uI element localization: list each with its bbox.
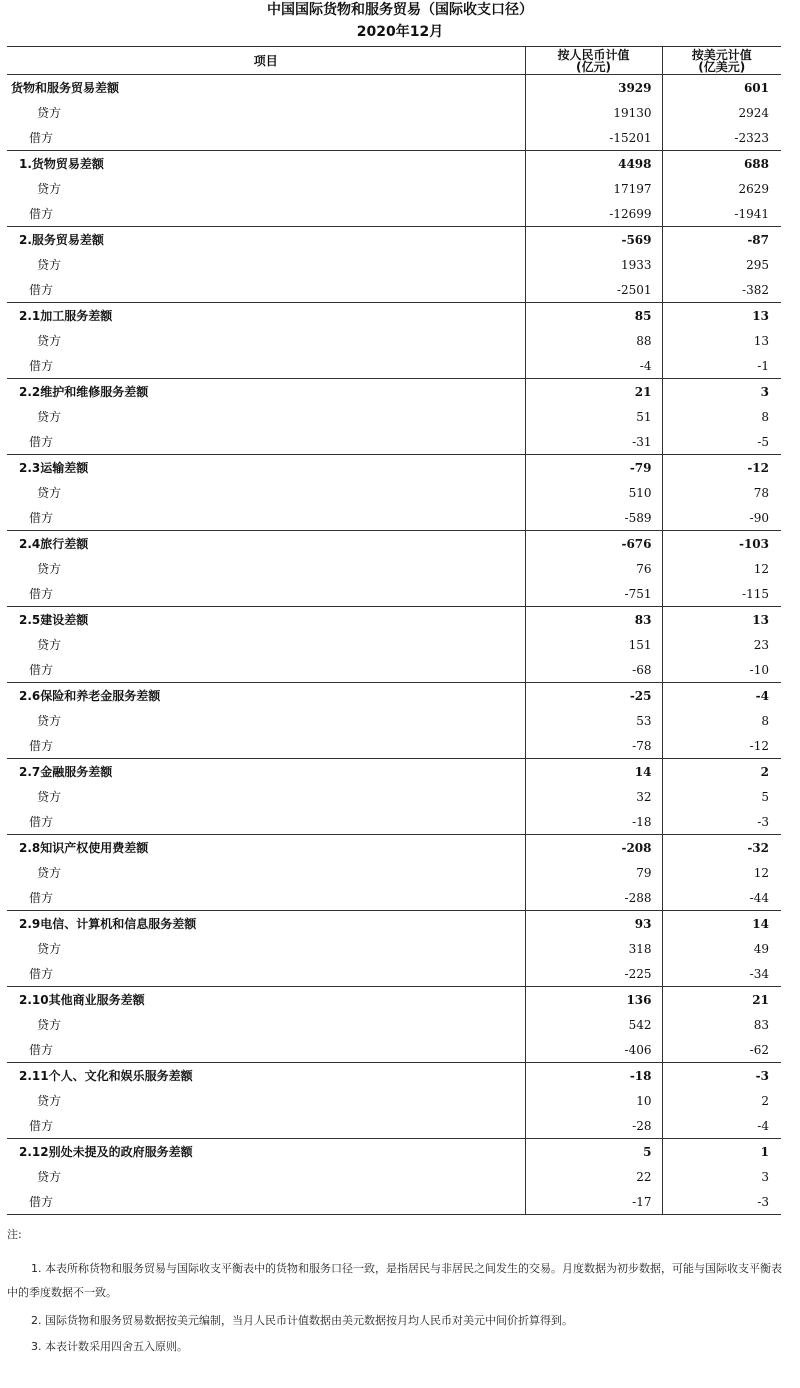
table-row-credit (7, 556, 781, 581)
value-usd: -12 (662, 455, 781, 481)
value-usd: -103 (662, 531, 781, 557)
value-usd: 295 (662, 252, 781, 277)
table-row-credit (7, 404, 781, 429)
value-rmb: -18 (525, 809, 662, 835)
table-row-credit (7, 328, 781, 353)
value-usd: -44 (662, 885, 781, 911)
value-rmb: 76 (525, 556, 662, 581)
value-usd: -10 (662, 657, 781, 683)
value-rmb: 151 (525, 632, 662, 657)
value-usd: 5 (662, 784, 781, 809)
row-label: 贷方 (37, 562, 62, 576)
value-rmb: 510 (525, 480, 662, 505)
value-rmb: -208 (525, 835, 662, 861)
table-row-debit (7, 1189, 781, 1215)
table-row-credit (7, 936, 781, 961)
table-row-debit (7, 885, 781, 911)
row-label: 2.2维护和维修服务差额 (7, 379, 525, 405)
row-label: 贷方 (37, 1170, 62, 1184)
row-label: 贷方 (37, 106, 62, 120)
value-rmb: -12699 (525, 201, 662, 227)
table-row-balance (7, 683, 781, 709)
value-rmb: 19130 (525, 100, 662, 125)
value-usd: 13 (662, 303, 781, 329)
value-rmb: -28 (525, 1113, 662, 1139)
value-rmb: 22 (525, 1164, 662, 1189)
row-label: 借方 (29, 815, 54, 829)
row-label: 贷方 (37, 942, 62, 956)
value-rmb: 542 (525, 1012, 662, 1037)
value-usd: -4 (662, 683, 781, 709)
table-row-balance (7, 531, 781, 557)
table-row-credit (7, 860, 781, 885)
table-row-debit (7, 201, 781, 227)
value-usd: 83 (662, 1012, 781, 1037)
value-usd: 2924 (662, 100, 781, 125)
row-label: 2.8知识产权使用费差额 (7, 835, 525, 861)
table-row-balance (7, 455, 781, 481)
value-rmb: 85 (525, 303, 662, 329)
row-label: 借方 (29, 739, 54, 753)
table-row-credit (7, 1088, 781, 1113)
table-row-balance (7, 303, 781, 329)
page-subtitle: 2020年12月 (356, 24, 444, 40)
row-label: 借方 (29, 587, 54, 601)
value-rmb: 136 (525, 987, 662, 1013)
row-label: 贷方 (37, 714, 62, 728)
note-2: 2. 国际货物和服务贸易数据按美元编制，当月人民币计值数据由美元数据按月均人民币对美元中间价折算得到。 (31, 1314, 573, 1327)
row-label: 借方 (29, 207, 54, 221)
row-label: 借方 (29, 283, 54, 297)
value-rmb: 93 (525, 911, 662, 937)
value-rmb: -676 (525, 531, 662, 557)
row-label: 1.货物贸易差额 (7, 151, 525, 177)
value-rmb: 51 (525, 404, 662, 429)
value-usd: -1941 (662, 201, 781, 227)
row-label: 2.4旅行差额 (7, 531, 525, 557)
value-usd: 2629 (662, 176, 781, 201)
table-row-balance (7, 835, 781, 861)
value-rmb: 21 (525, 379, 662, 405)
row-label: 贷方 (37, 1094, 62, 1108)
table-row-balance (7, 987, 781, 1013)
value-rmb: -17 (525, 1189, 662, 1215)
value-rmb: 10 (525, 1088, 662, 1113)
notes (7, 1227, 787, 1357)
row-label: 借方 (29, 359, 54, 373)
value-rmb: 1933 (525, 252, 662, 277)
table-row-balance (7, 607, 781, 633)
value-rmb: -79 (525, 455, 662, 481)
value-rmb: -15201 (525, 125, 662, 151)
table-row-debit (7, 961, 781, 987)
value-rmb: 5 (525, 1139, 662, 1165)
notes-heading: 注: (7, 1228, 22, 1241)
table-row-credit (7, 252, 781, 277)
row-label: 借方 (29, 967, 54, 981)
row-label: 2.11个人、文化和娱乐服务差额 (7, 1063, 525, 1089)
value-usd: 8 (662, 708, 781, 733)
row-label: 借方 (29, 511, 54, 525)
row-label: 货物和服务贸易差额 (7, 75, 525, 101)
table-row-debit (7, 1037, 781, 1063)
table-row-credit (7, 784, 781, 809)
row-label: 贷方 (37, 1018, 62, 1032)
table-row-balance (7, 759, 781, 785)
value-rmb: -589 (525, 505, 662, 531)
table-row-debit (7, 733, 781, 759)
table-row-debit (7, 429, 781, 455)
value-rmb: -31 (525, 429, 662, 455)
value-rmb: 88 (525, 328, 662, 353)
note-1: 1. 本表所称货物和服务贸易与国际收支平衡表中的货物和服务口径一致，是指居民与非居民之间发生的交易。月度数据为初步数据，可能与国际收支平衡表中的季度数据不一致。 (7, 1262, 782, 1299)
value-usd: 3 (662, 1164, 781, 1189)
value-usd: 12 (662, 556, 781, 581)
col-header-rmb: 按人民币计值 (亿元) (525, 47, 662, 75)
value-rmb: -569 (525, 227, 662, 253)
row-label: 贷方 (37, 258, 62, 272)
row-label: 借方 (29, 663, 54, 677)
row-label: 贷方 (37, 486, 62, 500)
value-rmb: 4498 (525, 151, 662, 177)
value-usd: -90 (662, 505, 781, 531)
table-row-credit (7, 1164, 781, 1189)
table-row-credit (7, 176, 781, 201)
value-usd: -3 (662, 1189, 781, 1215)
table-row-debit (7, 505, 781, 531)
row-label: 2.7金融服务差额 (7, 759, 525, 785)
row-label: 贷方 (37, 334, 62, 348)
value-usd: 601 (662, 75, 781, 101)
value-usd: 2 (662, 759, 781, 785)
table-row-balance (7, 151, 781, 177)
value-usd: -1 (662, 353, 781, 379)
value-usd: 2 (662, 1088, 781, 1113)
col-header-item: 项目 (7, 47, 525, 75)
row-label: 借方 (29, 891, 54, 905)
value-rmb: -406 (525, 1037, 662, 1063)
table-row-credit (7, 480, 781, 505)
value-rmb: -4 (525, 353, 662, 379)
table-row-debit (7, 1113, 781, 1139)
value-rmb: -751 (525, 581, 662, 607)
row-label: 借方 (29, 435, 54, 449)
value-rmb: -25 (525, 683, 662, 709)
col-header-usd: 按美元计值 (亿美元) (662, 47, 781, 75)
value-rmb: 17197 (525, 176, 662, 201)
table-row-balance (7, 227, 781, 253)
value-usd: -32 (662, 835, 781, 861)
table-row-balance (7, 1063, 781, 1089)
table-row-balance (7, 379, 781, 405)
table-row-debit (7, 657, 781, 683)
value-usd: 12 (662, 860, 781, 885)
table-row-debit (7, 353, 781, 379)
table-row-balance (7, 911, 781, 937)
row-label: 2.6保险和养老金服务差额 (7, 683, 525, 709)
row-label: 贷方 (37, 638, 62, 652)
row-label: 2.服务贸易差额 (7, 227, 525, 253)
row-label: 借方 (29, 1043, 54, 1057)
value-rmb: -68 (525, 657, 662, 683)
value-usd: 1 (662, 1139, 781, 1165)
value-usd: -3 (662, 1063, 781, 1089)
value-rmb: -225 (525, 961, 662, 987)
value-usd: -382 (662, 277, 781, 303)
value-usd: 78 (662, 480, 781, 505)
table-row-credit (7, 1012, 781, 1037)
value-usd: -4 (662, 1113, 781, 1139)
value-usd: -2323 (662, 125, 781, 151)
table-row-debit (7, 809, 781, 835)
value-rmb: 83 (525, 607, 662, 633)
value-rmb: 79 (525, 860, 662, 885)
value-usd: -5 (662, 429, 781, 455)
value-rmb: 318 (525, 936, 662, 961)
table-row-credit (7, 708, 781, 733)
value-usd: -87 (662, 227, 781, 253)
table-row-credit (7, 100, 781, 125)
value-rmb: -18 (525, 1063, 662, 1089)
value-usd: 8 (662, 404, 781, 429)
value-usd: -115 (662, 581, 781, 607)
table-row-balance (7, 1139, 781, 1165)
note-3: 3. 本表计数采用四舍五入原则。 (31, 1340, 188, 1353)
value-usd: 21 (662, 987, 781, 1013)
row-label: 借方 (29, 1119, 54, 1133)
row-label: 2.3运输差额 (7, 455, 525, 481)
row-label: 借方 (7, 1189, 525, 1215)
row-label: 2.10其他商业服务差额 (7, 987, 525, 1013)
row-label: 2.1加工服务差额 (7, 303, 525, 329)
row-label: 2.12别处未提及的政府服务差额 (7, 1139, 525, 1165)
value-rmb: 53 (525, 708, 662, 733)
value-usd: -62 (662, 1037, 781, 1063)
table-row-debit (7, 277, 781, 303)
table-row-debit (7, 581, 781, 607)
row-label: 贷方 (37, 866, 62, 880)
value-usd: 49 (662, 936, 781, 961)
trade-table (7, 46, 781, 1215)
value-rmb: 14 (525, 759, 662, 785)
value-usd: 23 (662, 632, 781, 657)
table-row-balance (7, 75, 781, 101)
value-usd: -3 (662, 809, 781, 835)
row-label: 贷方 (37, 182, 62, 196)
row-label: 2.5建设差额 (7, 607, 525, 633)
value-rmb: 3929 (525, 75, 662, 101)
value-rmb: -2501 (525, 277, 662, 303)
table-row-debit (7, 125, 781, 151)
value-usd: -34 (662, 961, 781, 987)
row-label: 贷方 (37, 790, 62, 804)
value-usd: 14 (662, 911, 781, 937)
value-usd: 3 (662, 379, 781, 405)
value-rmb: -288 (525, 885, 662, 911)
row-label: 借方 (29, 131, 54, 145)
table-body (7, 75, 781, 1215)
value-usd: 13 (662, 607, 781, 633)
table-header-row (7, 47, 781, 75)
value-usd: -12 (662, 733, 781, 759)
value-rmb: -78 (525, 733, 662, 759)
value-rmb: 32 (525, 784, 662, 809)
row-label: 贷方 (37, 410, 62, 424)
page-title: 中国国际货物和服务贸易（国际收支口径） (267, 2, 533, 18)
value-usd: 13 (662, 328, 781, 353)
row-label: 2.9电信、计算机和信息服务差额 (7, 911, 525, 937)
table-row-credit (7, 632, 781, 657)
value-usd: 688 (662, 151, 781, 177)
